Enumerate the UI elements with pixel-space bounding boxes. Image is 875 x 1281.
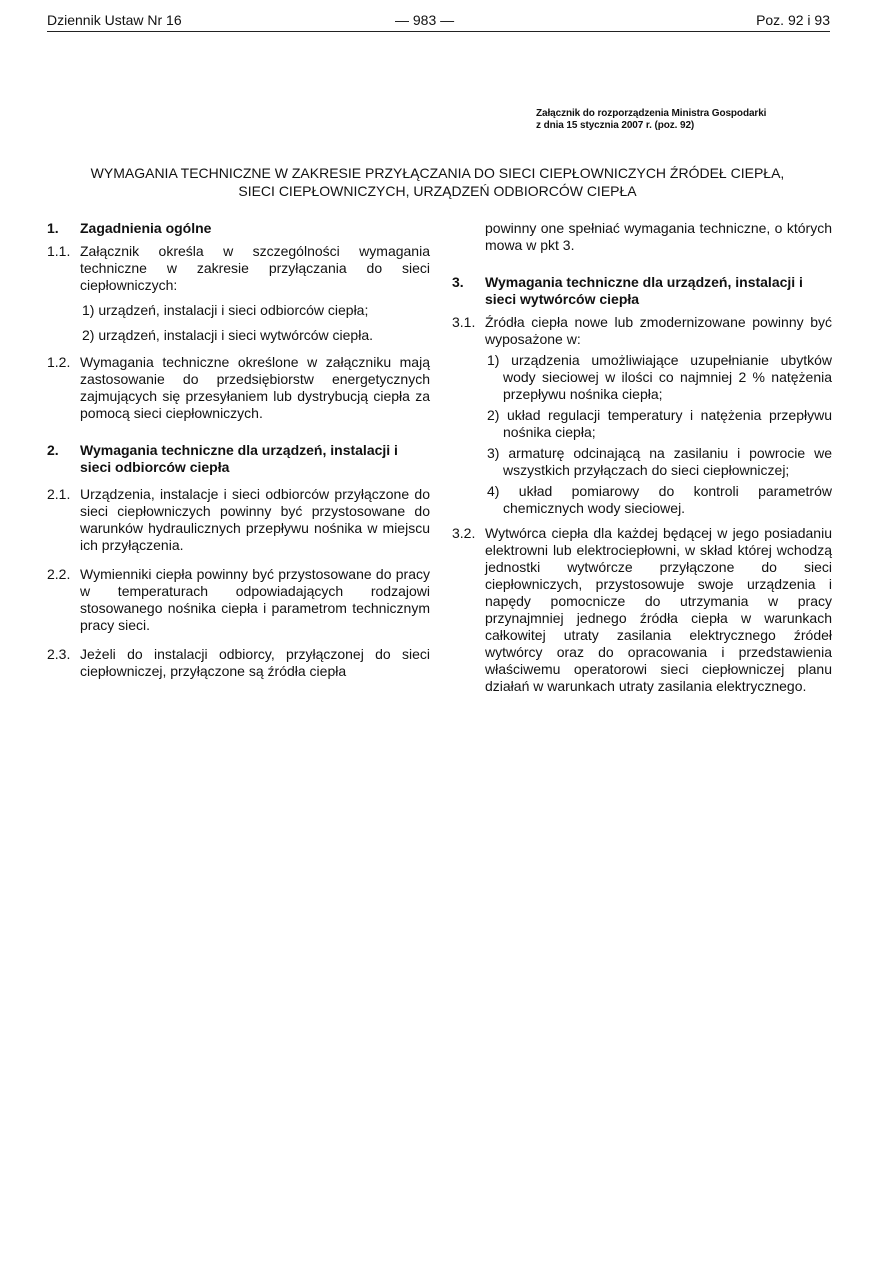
section-3-heading (452, 274, 832, 308)
paragraph-text: Wymagania techniczne określone w załączniku mają zastosowanie do przedsiębiorstw energetycznych zajmujących się przesyłaniem lub dystrybucją ciepła za pomocą sieci ciepłowniczych. (80, 354, 430, 421)
list-item: 2) urządzeń, instalacji i sieci wytwórców ciepła. (82, 327, 373, 343)
annex-line: z dnia 15 stycznia 2007 r. (poz. 92) (536, 120, 695, 131)
section-1-heading (47, 220, 430, 237)
left-column (47, 220, 430, 686)
paragraph-3-1 (452, 314, 832, 517)
list-item: 1) urządzeń, instalacji i sieci odbiorców ciepła; (82, 302, 369, 318)
paragraph-2-3 (47, 646, 430, 680)
section-number: 3. (452, 274, 464, 290)
paragraph-text: Jeżeli do instalacji odbiorcy, przyłączonej do sieci ciepłowniczej, przyłączone są źródła ciepła (80, 646, 430, 679)
list-item: 4) układ pomiarowy do kontroli parametrów chemicznych wody sieciowej. (487, 483, 832, 516)
title-line: SIECI CIEPŁOWNICZYCH, URZĄDZEŃ ODBIORCÓW CIEPŁA (238, 183, 637, 199)
paragraph-3-2 (452, 525, 832, 695)
paragraph-text: Źródła ciepła nowe lub zmodernizowane powinny być wyposażone w: (485, 314, 832, 347)
paragraph-text: Wymienniki ciepła powinny być przystosowane do pracy w temperaturach odpowiadających rodzajowi stosowanego nośnika ciepła i parametrom technicznym pracy sieci. (80, 566, 430, 633)
section-title: Wymagania techniczne dla urządzeń, instalacji i sieci odbiorców ciepła (80, 442, 398, 475)
section-number: 1. (47, 220, 59, 236)
paragraph-1-2 (47, 354, 430, 422)
header-rule (47, 31, 830, 32)
paragraph-number: 2.3. (47, 646, 71, 662)
paragraph-text: Załącznik określa w szczególności wymagania techniczne w zakresie przyłączania do sieci ciepłowniczych: (80, 243, 430, 293)
document-title (30, 164, 845, 200)
paragraph-number: 1.1. (47, 243, 71, 259)
paragraph-text: Urządzenia, instalacje i sieci odbiorców przyłączone do sieci ciepłowniczych powinny być przystosowane do warunków hydraulicznych przepływu nośnika w miejscu ich przyłączenia. (80, 486, 430, 553)
paragraph-2-2 (47, 566, 430, 634)
journal-name: Dziennik Ustaw Nr 16 (47, 12, 182, 28)
annex-note (536, 108, 766, 132)
paragraph-number: 2.2. (47, 566, 71, 582)
annex-line: Załącznik do rozporządzenia Ministra Gospodarki (536, 108, 767, 119)
paragraph-number: 2.1. (47, 486, 71, 502)
list-item: 1) urządzenia umożliwiające uzupełnianie ubytków wody sieciowej w ilości co najmniej 2 % natężenia przepływu nośnika ciepła; (487, 352, 832, 402)
paragraph-number: 3.1. (452, 314, 476, 330)
position-ref: Poz. 92 i 93 (756, 12, 830, 28)
list-item: 3) armaturę odcinającą na zasilaniu i powrocie we wszystkich przyłączach do sieci ciepłowniczej; (487, 445, 832, 478)
paragraph-number: 3.2. (452, 525, 476, 541)
paragraph-2-3-continued (452, 220, 832, 254)
paragraph-text: powinny one spełniać wymagania techniczne, o których mowa w pkt 3. (485, 220, 832, 253)
paragraph-number: 1.2. (47, 354, 71, 370)
title-line: WYMAGANIA TECHNICZNE W ZAKRESIE PRZYŁĄCZANIA DO SIECI CIEPŁOWNICZYCH ŹRÓDEŁ CIEPŁA, (90, 165, 785, 181)
section-number: 2. (47, 442, 59, 458)
section-title: Wymagania techniczne dla urządzeń, instalacji i sieci wytwórców ciepła (485, 274, 803, 307)
page-number: — 983 — (395, 12, 455, 28)
section-2-heading (47, 442, 430, 476)
section-title: Zagadnienia ogólne (80, 220, 212, 236)
paragraph-1-1 (47, 243, 430, 344)
right-column (452, 220, 832, 701)
paragraph-2-1 (47, 486, 430, 554)
paragraph-text: Wytwórca ciepła dla każdej będącej w jego posiadaniu elektrowni lub elektrociepłowni, w skład której wchodzą jednostki wytwórcze przyłączone do sieci ciepłowniczych, przystosowuje swoje urządzenia i napędy pomocnicze do utrzymania w pracy przynajmniej jednego źródła ciepła w warunkach całkowitej utraty zasilania elektrycznego źródeł wytwórcy oraz do opracowania i przedstawienia właściwemu operatorowi sieci ciepłowniczej planu działań w warunkach utraty zasilania elektrycznego. (485, 525, 832, 694)
list-item: 2) układ regulacji temperatury i natężenia przepływu nośnika ciepła; (487, 407, 832, 440)
